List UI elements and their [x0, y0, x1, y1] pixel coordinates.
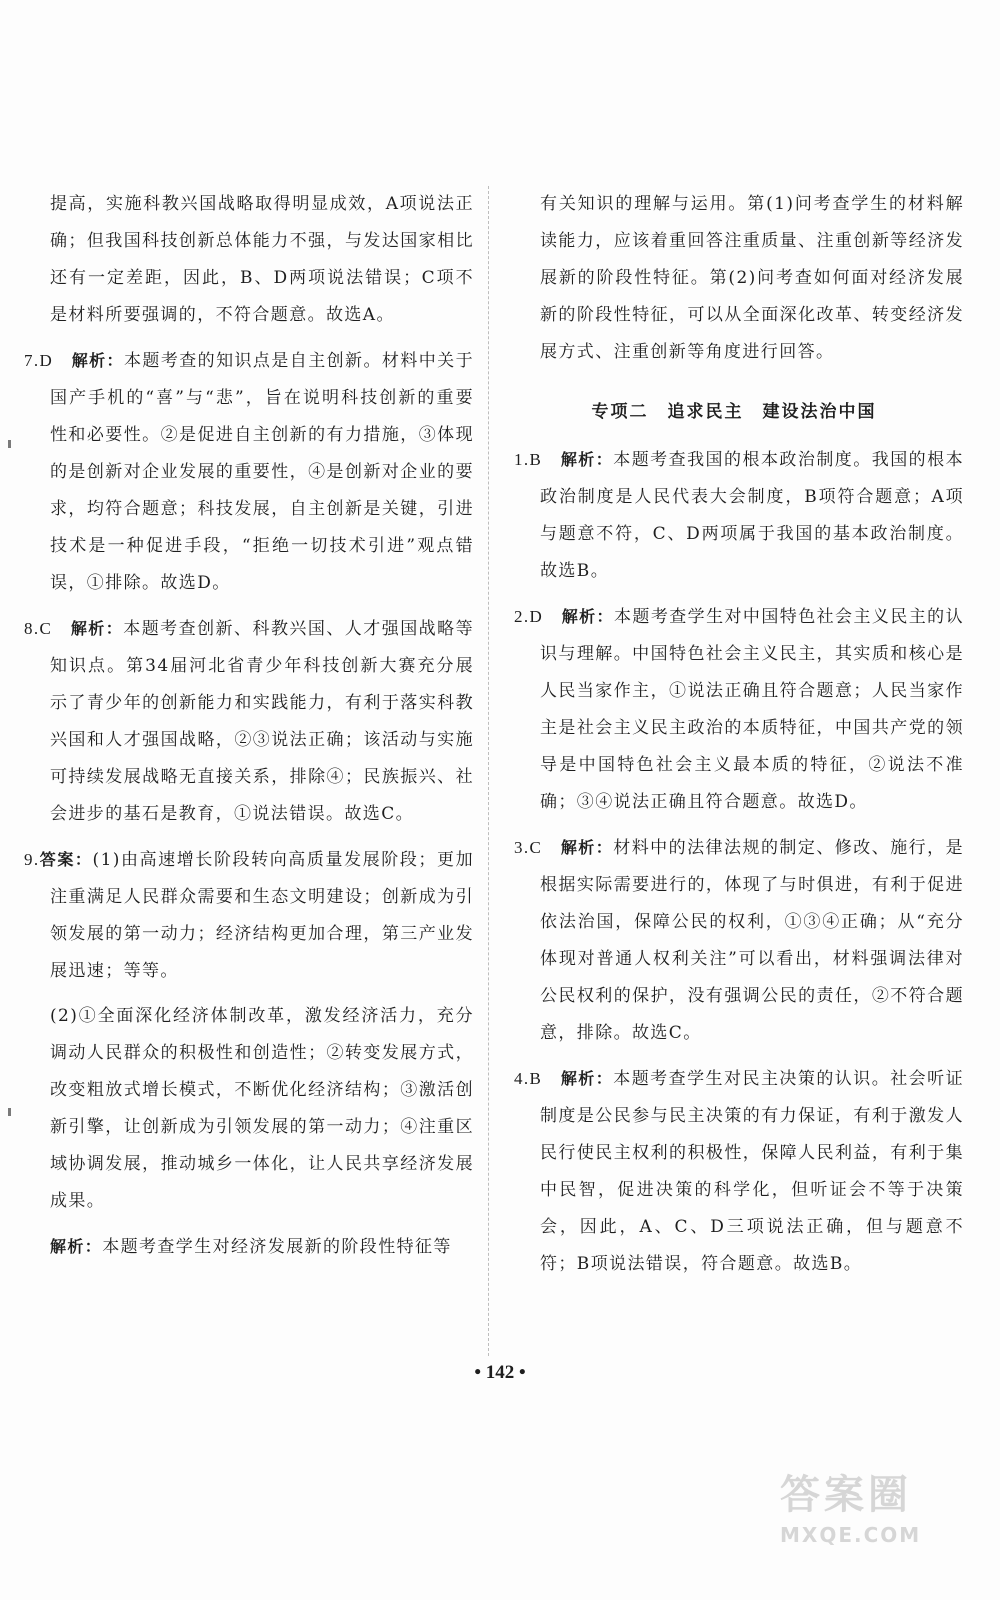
- scan-mark: [8, 1108, 11, 1116]
- right-column: [504, 186, 964, 1285]
- question-3-answer: [504, 829, 964, 1052]
- left-continuation: 提高，实施科教兴国战略取得明显成效，A项说法正确；但我国科技创新总体能力不强，与发达国家相比还有一定差距，因此，B、D两项说法错误；C项不是材料所要强调的，不符合题意。故选A。: [50, 194, 474, 325]
- question-4-text: 本题考查学生对民主决策的认识。社会听证制度是公民参与民主决策的有力保证，有利于激发人民行使民主权利的积极性，保障人民利益，有利于集中民智，促进决策的科学化，但听证会不等于决策会，因此，A、C、D三项说法正确，但与题意不符；B项说法错误，符合题意。故选B。: [540, 1069, 964, 1274]
- question-9-number: 9.: [24, 850, 40, 869]
- scan-mark: [8, 440, 11, 448]
- question-7-answer: [14, 342, 474, 602]
- column-divider: [488, 186, 489, 1356]
- question-9-answer-1: (1)由高速增长阶段转向高质量发展阶段；更加注重满足人民群众需要和生态文明建设；创新成为引领发展的第一动力；经济结构更加合理，第三产业发展迅速；等等。: [50, 850, 474, 981]
- section-title: 专项二 追求民主 建设法治中国: [591, 402, 877, 422]
- question-2-text: 本题考查学生对中国特色社会主义民主的认识与理解。中国特色社会主义民主，其实质和核心是人民当家作主，①说法正确且符合题意；人民当家作主是社会主义民主政治的本质特征，中国共产党的领导是中国特色社会主义最本质的特征，②说法不准确；③④说法正确且符合题意。故选D。: [540, 607, 964, 812]
- question-8-label: 解析：: [70, 619, 124, 638]
- question-3-label: 解析：: [560, 838, 614, 857]
- question-1-text: 本题考查我国的根本政治制度。我国的根本政治制度是人民代表大会制度，B项符合题意；A项与题意不符，C、D两项属于我国的基本政治制度。故选B。: [540, 450, 964, 581]
- question-8-answer: [14, 610, 474, 833]
- question-1-number: 1.B: [514, 450, 543, 469]
- page-number: • 142 •: [474, 1362, 526, 1383]
- question-7-label: 解析：: [71, 351, 124, 370]
- watermark-line-2: MXQE.COM: [780, 1523, 922, 1547]
- question-4-answer: [504, 1060, 964, 1283]
- question-9-analysis-text: 本题考查学生对经济发展新的阶段性特征等: [102, 1237, 452, 1257]
- question-9-answer: [14, 841, 474, 990]
- question-4-label: 解析：: [560, 1069, 614, 1088]
- question-2-answer: [504, 598, 964, 821]
- question-1-answer: [504, 441, 964, 590]
- question-4-number: 4.B: [514, 1069, 543, 1088]
- question-9-label: 答案：: [39, 850, 93, 869]
- question-7-text: 本题考查的知识点是自主创新。材料中关于国产手机的“喜”与“悲”，旨在说明科技创新的重要性和必要性。②是促进自主创新的有力措施，③体现的是创新对企业发展的重要性，④是创新对企业的要求，均符合题意；科技发展，自主创新是关键，引进技术是一种促进手段，“拒绝一切技术引进”观点错误，①排除。故选D。: [50, 351, 474, 593]
- question-2-number: 2.D: [514, 607, 544, 626]
- question-7-number: 7.D: [24, 351, 54, 370]
- question-9-analysis: [14, 1228, 474, 1266]
- question-3-text: 材料中的法律法规的制定、修改、施行，是根据实际需要进行的，体现了与时俱进，有利于促进依法治国，保障公民的权利，①③④正确；从“充分体现对普通人权利关注”可以看出，材料强调法律对公民权利的保护，没有强调公民的责任，②不符合题意，排除。故选C。: [540, 838, 964, 1043]
- question-8-text: 本题考查创新、科教兴国、人才强国战略等知识点。第34届河北省青少年科技创新大赛充分展示了青少年的创新能力和实践能力，有利于落实科教兴国和人才强国战略，②③说法正确；该活动与实施可持续发展战略无直接关系，排除④；民族振兴、社会进步的基石是教育，①说法错误。故选C。: [50, 619, 474, 824]
- watermark-line-1: 答案圈: [780, 1472, 912, 1518]
- question-9-analysis-label: 解析：: [50, 1237, 103, 1256]
- question-1-label: 解析：: [560, 450, 614, 469]
- right-continuation: 有关知识的理解与运用。第(1)问考查学生的材料解读能力，应该着重回答注重质量、注重创新等经济发展新的阶段性特征。第(2)问考查如何面对经济发展新的阶段性特征，可以从全面深化改革、转变经济发展方式、注重创新等角度进行回答。: [540, 194, 964, 362]
- question-2-label: 解析：: [561, 607, 614, 626]
- watermark-logo: [780, 1470, 980, 1566]
- left-column: [14, 186, 474, 1268]
- question-3-number: 3.C: [514, 838, 543, 857]
- question-9-answer-2: (2)①全面深化经济体制改革，激发经济活力，充分调动人民群众的积极性和创造性；②转变发展方式，改变粗放式增长模式，不断优化经济结构；③激活创新引擎，让创新成为引领发展的第一动力；④注重区域协调发展，推动城乡一体化，让人民共享经济发展成果。: [50, 1006, 474, 1211]
- question-8-number: 8.C: [24, 619, 53, 638]
